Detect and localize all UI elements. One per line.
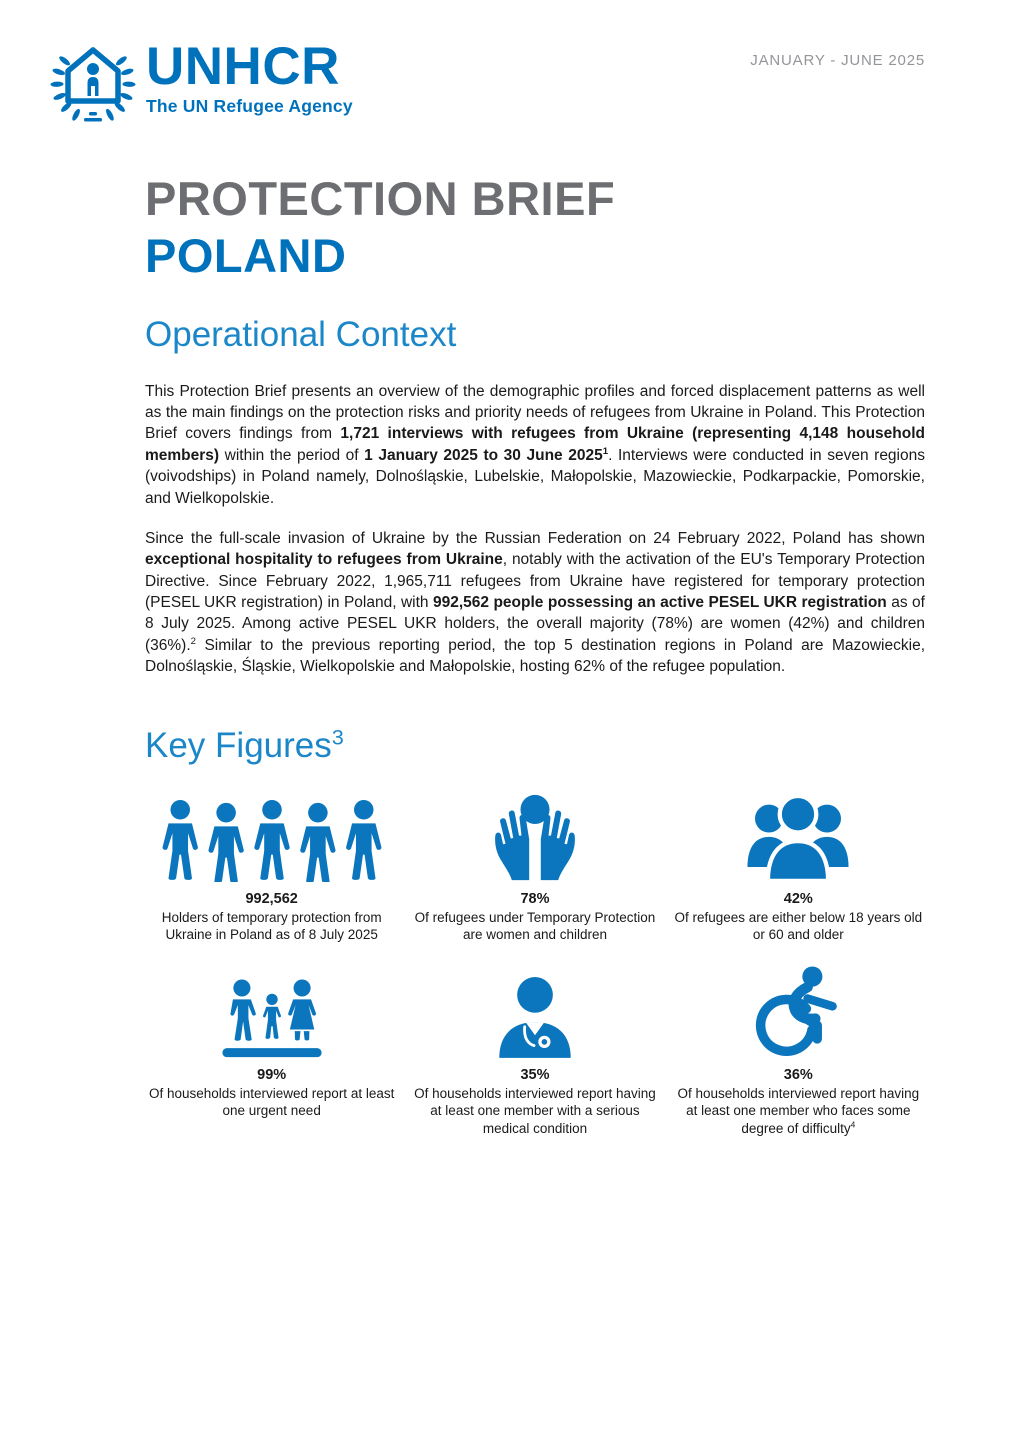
- paragraph-2: Since the full-scale invasion of Ukraine by the Russian Federation on 24 February 2022, Poland has shown exceptional hospitality to refugees from Ukraine, notably with the activation of the EU's Temporary Protection Directive. Since February 2022, 1,965,711 refugees from Ukraine have registered for temporary protection (PESEL UKR registration) in Poland, with 992,562 people possessing an active PESEL UKR registration as of 8 July 2025. Among active PESEL UKR holders, the overall majority (78%) are women (42%) and children (36%).$^2$ Similar to the previous reporting period, the top 5 destination regions in Poland are Mazowieckie, Dolnośląskie, Śląskie, Wielkopolskie and Małopolskie, hosting 62% of the refugee population.: [145, 529, 926, 676]
- key-figure-value: 78%: [520, 890, 550, 907]
- people-row-icon: [158, 800, 386, 882]
- wheelchair-icon: [751, 966, 845, 1058]
- key-figure-value: 36%: [783, 1066, 813, 1083]
- key-figures-grid: [145, 792, 925, 1138]
- title-country: POLAND: [145, 229, 347, 283]
- key-figure-caption: Of households interviewed report having at least one member with a serious medical condition: [414, 1085, 656, 1136]
- document-title: [145, 170, 925, 285]
- paragraph-1: This Protection Brief presents an overview of the demographic profiles and forced displacement patterns as well as the main findings on the protection risks and priority needs of refugees from Ukraine in Poland. This Protection Brief covers findings from 1,721 interviews with refugees from Ukraine (representing 4,148 household members) within the period of 1 January 2025 to 30 June 2025$^1$. Interviews were conducted in seven regions (voivodships) in Poland namely, Dolnośląskie, Lubelskie, Małopolskie, Mazowieckie, Podkarpackie, Pomorskie, and Wielkopolskie.: [145, 382, 925, 507]
- hands-care-icon: [486, 793, 584, 882]
- key-figure-value: 35%: [520, 1066, 550, 1083]
- people-group-icon: [739, 796, 857, 882]
- title-protection-brief: PROTECTION BRIEF: [145, 172, 616, 225]
- operational-context-body: [145, 381, 925, 678]
- key-figure-value: 42%: [783, 890, 813, 907]
- key-figure-temporary-protection: [145, 792, 398, 944]
- unhcr-emblem-icon: [48, 38, 138, 128]
- key-figure-caption: Of households interviewed report having at least one member who faces some degree of difficulty$^4$: [677, 1085, 920, 1136]
- key-figure-value: 992,562: [245, 890, 298, 907]
- unhcr-tagline: The UN Refugee Agency: [146, 96, 353, 116]
- page-header: [145, 38, 925, 128]
- key-figure-women-children: [408, 792, 661, 944]
- key-figures-heading: Key Figures$^3$: [145, 723, 344, 765]
- unhcr-logo-text: [146, 37, 353, 117]
- key-figure-value: 99%: [257, 1066, 287, 1083]
- key-figure-urgent-need: [145, 968, 398, 1138]
- family-icon: [211, 979, 333, 1058]
- key-figure-age-groups: [672, 792, 925, 944]
- key-figure-medical-condition: [408, 968, 661, 1138]
- key-figure-caption: Of refugees are either below 18 years old or 60 and older: [674, 909, 923, 943]
- unhcr-wordmark: UNHCR: [146, 37, 340, 96]
- doctor-icon: [488, 975, 582, 1058]
- key-figure-disability: [672, 968, 925, 1138]
- key-figure-caption: Holders of temporary protection from Ukraine in Poland as of 8 July 2025: [161, 909, 382, 943]
- key-figure-caption: Of refugees under Temporary Protection are women and children: [414, 909, 656, 943]
- unhcr-logo: [48, 38, 353, 128]
- key-figure-caption: Of households interviewed report at least one urgent need: [148, 1085, 395, 1119]
- report-period: JANUARY - JUNE 2025: [750, 52, 925, 69]
- operational-context-heading: Operational Context: [145, 314, 457, 354]
